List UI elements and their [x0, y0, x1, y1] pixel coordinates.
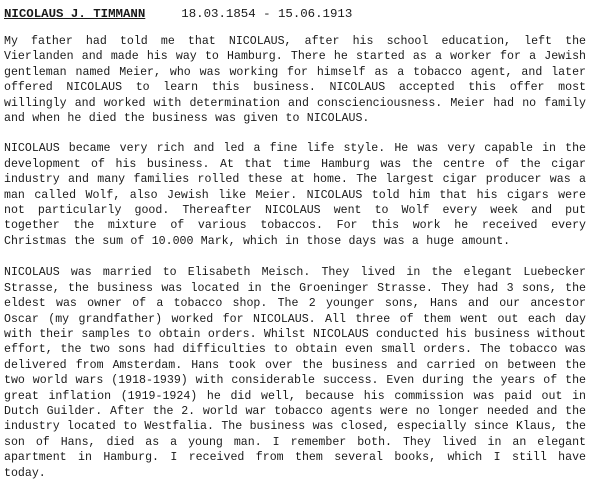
paragraph-family: NICOLAUS was married to Elisabeth Meisch. They lived in the elegant Luebecker Strasse, the business was located in the Groeninger Strasse. They had 3 sons, the eldest was owner of a tobacco shop. The 2 younger sons, Hans and our ancestor Oscar (my grandfather) worked for NICOLAUS. All three of them went out each day with their samples to obtain orders. Whilst NICOLAUS conducted his business without effort, the two sons had difficulties to obtain even small orders. The tobacco was delivered from Amsterdam. Hans took over the business and carried on between the two world wars (1918-1939) with considerable success. Even during the years of the great inflation (1919-1924) he did well, because his commission was paid out in Dutch Guilder. After the 2. world war tobacco agents were no longer needed and the industry located to Westfalia. The business was closed, especially since Klaus, the son of Hans, died as a young man. I remember both. They lived in an elegant apartment in Hamburg. I received from them several books, which I still have today. — [4, 266, 586, 480]
person-name: NICOLAUS J. TIMMANN — [4, 7, 146, 21]
document-page — [4, 5, 586, 481]
life-dates: 18.03.1854 - 15.06.1913 — [181, 7, 353, 21]
paragraph-early-career: My father had told me that NICOLAUS, after his school education, left the Vierlanden and made his way to Hamburg. There he started as a worker for a Jewish gentleman named Meier, who was working for himself as a tobacco agent, and later offered NICOLAUS to learn this business. NICOLAUS accepted this offer most willingly and worked with determination and conscienciousness. Meier had no family and when he died the business was given to NICOLAUS. — [4, 35, 586, 126]
paragraph-cigar-business: NICOLAUS became very rich and led a fine life style. He was very capable in the development of his business. At that time Hamburg was the centre of the cigar industry and many families rolled these at home. The largest cigar producer was a man called Wolf, also Jewish like Meier. NICOLAUS told him that his cigars were not particularly good. Thereafter NICOLAUS went to Wolf every week and put together the mixture of various tobaccos. For this work he received every Christmas the sum of 10.000 Mark, which in those days was a huge amount. — [4, 142, 586, 248]
document-heading — [4, 5, 586, 25]
